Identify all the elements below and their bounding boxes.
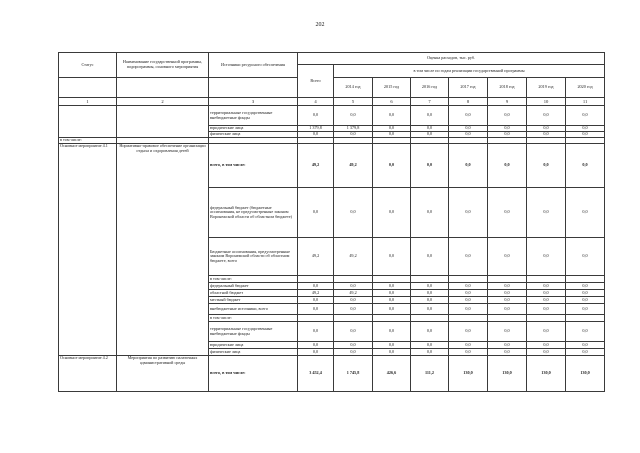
header-name: Наименование государственной программы, подпрограммы, основного мероприятия [117, 53, 209, 78]
value-cell: 0,0 [298, 304, 334, 315]
col-number: 10 [527, 98, 566, 106]
value-cell: 0,0 [527, 297, 566, 304]
value-cell: 0,0 [373, 283, 411, 290]
value-cell: 0,0 [373, 188, 411, 238]
value-cell: 0,0 [449, 188, 488, 238]
value-cell: 1 745,8 [334, 356, 373, 392]
value-cell: 0,0 [449, 290, 488, 297]
source-label: юридические лица [209, 342, 298, 349]
header-incl-by-years: в том числе по годам реализации государственной программы [334, 65, 605, 78]
value-cell: 0,0 [373, 297, 411, 304]
value-cell: 0,0 [411, 188, 449, 238]
value-cell: 0,0 [488, 283, 527, 290]
value-cell: 0,0 [449, 349, 488, 356]
source-label: Бюджетные ассигнования, предусмотренные законом Воронежской области об областном бюджете, всего [209, 238, 298, 276]
source-label: территориальные государственные внебюджетные фонды [209, 322, 298, 342]
value-cell: 0,0 [527, 238, 566, 276]
source-label: областной бюджет [209, 290, 298, 297]
col-number: 7 [411, 98, 449, 106]
value-cell: 49,2 [334, 238, 373, 276]
col-number: 3 [209, 98, 298, 106]
value-cell: 0,0 [373, 126, 411, 132]
value-cell: 0,0 [334, 132, 373, 138]
source-label: территориальные государственные внебюджетные фонды [209, 106, 298, 126]
value-cell: 0,0 [373, 304, 411, 315]
value-cell: 426,6 [373, 356, 411, 392]
table-row [59, 356, 605, 392]
value-cell: 130,0 [566, 356, 605, 392]
table-row [59, 106, 605, 126]
value-cell [527, 315, 566, 322]
value-cell: 0,0 [566, 106, 605, 126]
value-cell: 0,0 [527, 349, 566, 356]
col-number: 6 [373, 98, 411, 106]
value-cell: 0,0 [566, 304, 605, 315]
value-cell: 0,0 [566, 342, 605, 349]
status-cell: Основное мероприятие 4.2 [59, 356, 117, 392]
value-cell: 0,0 [566, 283, 605, 290]
value-cell: 0,0 [411, 349, 449, 356]
header-source: Источники ресурсного обеспечения [209, 53, 298, 78]
value-cell: 0,0 [373, 144, 411, 188]
value-cell: 0,0 [566, 238, 605, 276]
value-cell [566, 276, 605, 283]
value-cell: 0,0 [411, 304, 449, 315]
incl-label: в том числе: [59, 138, 117, 144]
source-label: федеральный бюджет [209, 283, 298, 290]
value-cell [566, 315, 605, 322]
value-cell: 0,0 [566, 132, 605, 138]
value-cell: 0,0 [298, 106, 334, 126]
value-cell [334, 276, 373, 283]
value-cell: 0,0 [373, 132, 411, 138]
value-cell: 0,0 [373, 106, 411, 126]
header-estimate: Оценка расходов, тыс. руб. [298, 53, 605, 65]
value-cell: 0,0 [298, 297, 334, 304]
value-cell: 130,0 [527, 356, 566, 392]
year-header: 2017 год [449, 78, 488, 98]
source-label: в том числе: [209, 276, 298, 283]
value-cell [298, 315, 334, 322]
col-number: 5 [334, 98, 373, 106]
status-cell [59, 106, 117, 138]
value-cell: 0,0 [334, 297, 373, 304]
value-cell: 0,0 [298, 342, 334, 349]
value-cell: 0,0 [566, 144, 605, 188]
value-cell: 0,0 [488, 188, 527, 238]
value-cell: 0,0 [488, 238, 527, 276]
value-cell: 0,0 [411, 144, 449, 188]
value-cell: 0,0 [488, 290, 527, 297]
value-cell: 0,0 [449, 144, 488, 188]
value-cell: 0,0 [449, 322, 488, 342]
value-cell: 0,0 [411, 132, 449, 138]
value-cell: 0,0 [298, 132, 334, 138]
value-cell: 1 379,8 [334, 126, 373, 132]
value-cell: 49,2 [334, 144, 373, 188]
value-cell: 0,0 [334, 188, 373, 238]
value-cell: 0,0 [449, 342, 488, 349]
source-label: внебюджетные источники, всего [209, 304, 298, 315]
status-cell: Основное мероприятие 4.1 [59, 144, 117, 356]
value-cell: 0,0 [373, 342, 411, 349]
value-cell: 0,0 [298, 349, 334, 356]
value-cell [411, 315, 449, 322]
year-header: 2016 год [411, 78, 449, 98]
value-cell: 49,2 [334, 290, 373, 297]
value-cell: 0,0 [488, 349, 527, 356]
year-header: 2020 год [566, 78, 605, 98]
value-cell: 0,0 [488, 126, 527, 132]
value-cell: 130,0 [449, 356, 488, 392]
table-row [59, 144, 605, 188]
value-cell: 0,0 [334, 304, 373, 315]
name-cell: Нормативно-правовое обеспечение организации отдыха и оздоровления детей [117, 144, 209, 356]
source-label: федеральный бюджет (бюджетные ассигнования, не предусмотренные законом Воронежской области об областном бюджете) [209, 188, 298, 238]
value-cell [298, 276, 334, 283]
value-cell: 0,0 [527, 188, 566, 238]
source-label: физические лица [209, 132, 298, 138]
value-cell: 1 379,8 [298, 126, 334, 132]
value-cell: 0,0 [334, 322, 373, 342]
value-cell: 0,0 [334, 349, 373, 356]
year-header: 2014 год [334, 78, 373, 98]
value-cell: 0,0 [566, 349, 605, 356]
year-header: 2019 год [527, 78, 566, 98]
value-cell: 0,0 [488, 144, 527, 188]
value-cell: 0,0 [411, 126, 449, 132]
value-cell [488, 315, 527, 322]
value-cell: 0,0 [488, 297, 527, 304]
value-cell: 0,0 [527, 322, 566, 342]
value-cell: 0,0 [527, 132, 566, 138]
name-cell [117, 106, 209, 138]
value-cell: 0,0 [411, 342, 449, 349]
value-cell: 49,2 [298, 144, 334, 188]
value-cell: 0,0 [566, 188, 605, 238]
value-cell [334, 315, 373, 322]
value-cell: 0,0 [527, 290, 566, 297]
value-cell: 0,0 [566, 290, 605, 297]
col-number: 2 [117, 98, 209, 106]
value-cell: 111,2 [411, 356, 449, 392]
name-cell: Мероприятия по развитию палаточных административной среды [117, 356, 209, 392]
value-cell: 49,2 [298, 290, 334, 297]
value-cell: 0,0 [411, 297, 449, 304]
year-header: 2015 год [373, 78, 411, 98]
source-label: всего, в том числе: [209, 144, 298, 188]
value-cell: 0,0 [373, 349, 411, 356]
value-cell [527, 276, 566, 283]
value-cell: 49,2 [298, 238, 334, 276]
year-header: 2018 год [488, 78, 527, 98]
col-number: 8 [449, 98, 488, 106]
value-cell: 0,0 [373, 238, 411, 276]
source-label: юридические лица [209, 126, 298, 132]
value-cell: 0,0 [449, 132, 488, 138]
value-cell: 0,0 [488, 342, 527, 349]
value-cell: 0,0 [334, 342, 373, 349]
value-cell: 0,0 [449, 283, 488, 290]
value-cell: 0,0 [411, 106, 449, 126]
source-label: физические лица [209, 349, 298, 356]
value-cell: 0,0 [411, 290, 449, 297]
col-number: 1 [59, 98, 117, 106]
col-number: 9 [488, 98, 527, 106]
value-cell [488, 276, 527, 283]
value-cell: 0,0 [527, 304, 566, 315]
value-cell: 0,0 [566, 126, 605, 132]
value-cell: 0,0 [298, 322, 334, 342]
value-cell: 3 452,4 [298, 356, 334, 392]
source-label: всего, в том числе: [209, 356, 298, 392]
value-cell: 0,0 [488, 132, 527, 138]
value-cell: 0,0 [449, 238, 488, 276]
value-cell: 0,0 [373, 290, 411, 297]
col-number: 4 [298, 98, 334, 106]
value-cell: 0,0 [488, 106, 527, 126]
source-label: местный бюджет [209, 297, 298, 304]
source-label: в том числе: [209, 315, 298, 322]
value-cell: 0,0 [334, 283, 373, 290]
value-cell: 0,0 [373, 322, 411, 342]
value-cell: 0,0 [449, 297, 488, 304]
value-cell: 130,0 [488, 356, 527, 392]
value-cell: 0,0 [527, 106, 566, 126]
budget-table [58, 52, 605, 392]
col-number: 11 [566, 98, 605, 106]
value-cell: 0,0 [488, 304, 527, 315]
value-cell: 0,0 [566, 297, 605, 304]
value-cell: 0,0 [449, 304, 488, 315]
value-cell: 0,0 [449, 106, 488, 126]
value-cell: 0,0 [411, 322, 449, 342]
value-cell: 0,0 [411, 283, 449, 290]
value-cell: 0,0 [527, 144, 566, 188]
value-cell [373, 315, 411, 322]
value-cell: 0,0 [527, 126, 566, 132]
value-cell: 0,0 [527, 283, 566, 290]
value-cell: 0,0 [411, 238, 449, 276]
value-cell: 0,0 [449, 126, 488, 132]
value-cell: 0,0 [488, 322, 527, 342]
value-cell [449, 276, 488, 283]
page-number: 202 [315, 22, 325, 28]
header-total: Всего [298, 65, 334, 98]
value-cell: 0,0 [527, 342, 566, 349]
value-cell: 0,0 [298, 188, 334, 238]
header-status: Статус [59, 53, 117, 78]
value-cell [449, 315, 488, 322]
value-cell [373, 276, 411, 283]
value-cell: 0,0 [566, 322, 605, 342]
value-cell [411, 276, 449, 283]
value-cell: 0,0 [298, 283, 334, 290]
value-cell: 0,0 [334, 106, 373, 126]
